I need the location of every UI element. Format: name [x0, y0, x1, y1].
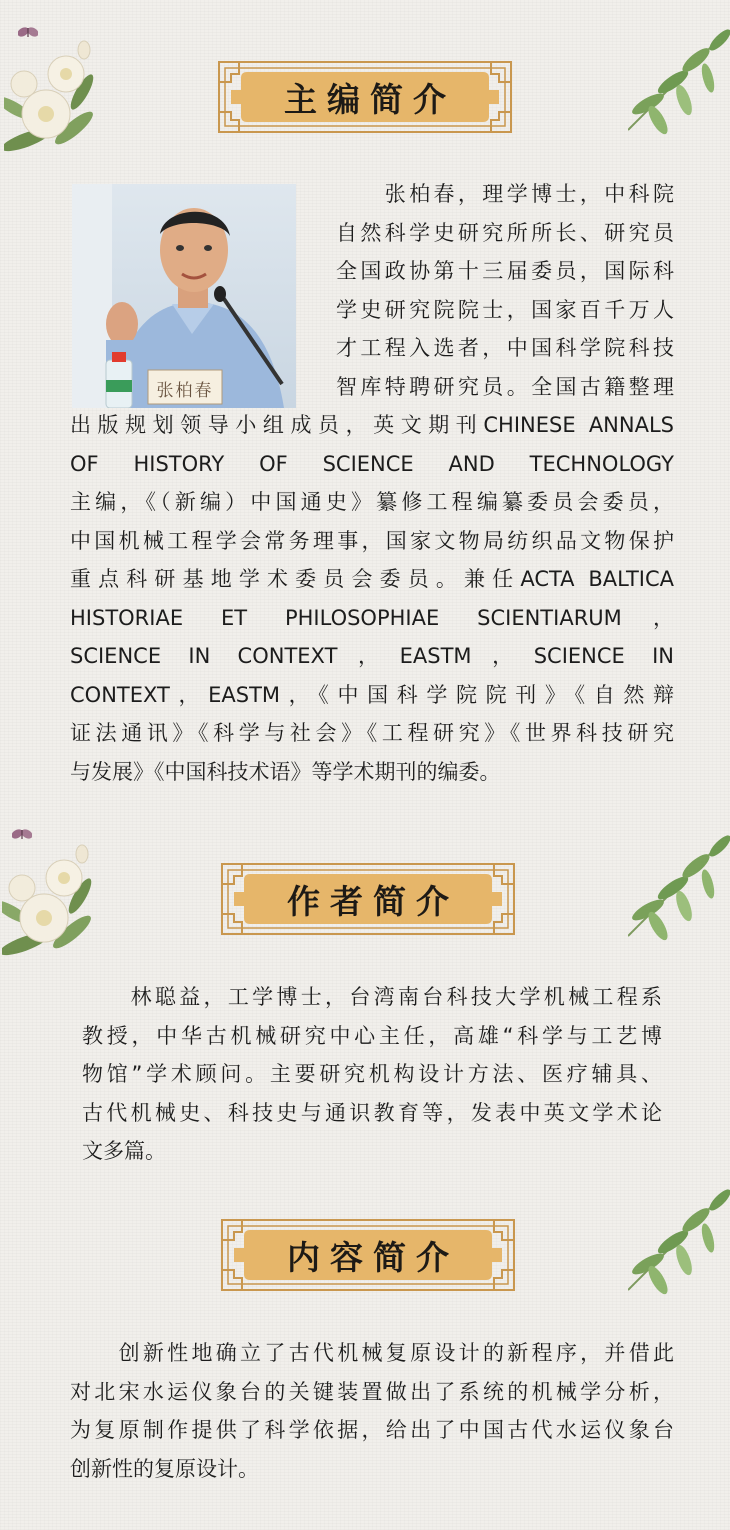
- photo-caption: 张柏春: [156, 381, 214, 401]
- text-line: 自然科学史研究所所长、研究员: [336, 220, 674, 245]
- leaf-branch-icon: [628, 1180, 730, 1300]
- text-line: SCIENCE IN CONTEXT，EASTM，SCIENCE IN: [70, 644, 674, 668]
- text-line: 学史研究院院士，国家百千万人: [336, 297, 674, 322]
- text-line: OF HISTORY OF SCIENCE AND TECHNOLOGY: [70, 451, 674, 476]
- text-line: CONTEXT，EASTM，《中国科学院院刊》《自然辩: [70, 682, 674, 707]
- text-line: 才工程入选者，中国科学院科技: [336, 336, 674, 360]
- text-line: 重点科研基地学术委员会委员。兼任ACTA BALTICA: [70, 567, 674, 591]
- text-line: 张柏春，理学博士，中科院: [336, 182, 674, 206]
- section-banner-content: [220, 1218, 516, 1292]
- editor-portrait-photo: [72, 184, 296, 408]
- leaf-branch-icon: [628, 826, 730, 946]
- text-line: 创新性地确立了古代机械复原设计的新程序，并借此: [70, 1341, 674, 1365]
- text-line: 中国机械工程学会常务理事，国家文物局纺织品文物保护: [70, 528, 674, 553]
- section-banner-author: [220, 862, 516, 936]
- text-line: 对北宋水运仪象台的关键装置做出了系统的机械学分析，: [70, 1379, 674, 1404]
- leaf-branch-icon: [628, 20, 730, 140]
- section-banner-editor: [217, 60, 513, 134]
- flower-spray-icon: [2, 832, 112, 962]
- author-bio-paragraph: [82, 978, 662, 1171]
- text-line: 证法通讯》《科学与社会》《工程研究》《世界科技研究: [70, 721, 674, 745]
- text-line: HISTORIAE ET PHILOSOPHIAE SCIENTIARUM，: [70, 605, 674, 630]
- text-line: 全国政协第十三届委员，国际科: [336, 259, 674, 283]
- section-title: 作者简介: [287, 881, 459, 921]
- text-line: 创新性的复原设计。: [70, 1456, 259, 1481]
- text-line: 林聪益，工学博士，台湾南台科技大学机械工程系: [82, 985, 662, 1009]
- text-line: 出版规划领导小组成员，英文期刊CHINESE ANNALS: [70, 413, 674, 437]
- text-line: 文多篇。: [82, 1139, 166, 1163]
- text-line: 教授，中华古机械研究中心主任，高雄“科学与工艺博: [82, 1023, 662, 1048]
- content-summary-paragraph: [70, 1334, 674, 1488]
- text-line: 物馆”学术顾问。主要研究机构设计方法、医疗辅具、: [82, 1062, 662, 1086]
- text-line: 智库特聘研究员。全国古籍整理: [336, 374, 674, 399]
- editor-bio-paragraph-right: [336, 175, 674, 406]
- butterfly-icon: [12, 826, 32, 842]
- text-line: 古代机械史、科技史与通识教育等，发表中英文学术论: [82, 1100, 662, 1125]
- section-title: 内容简介: [287, 1237, 459, 1277]
- section-title: 主编简介: [284, 79, 456, 119]
- text-line: 与发展》《中国科技术语》等学术期刊的编委。: [70, 759, 501, 784]
- flower-spray-icon: [4, 28, 114, 158]
- butterfly-icon: [18, 24, 38, 40]
- text-line: 为复原制作提供了科学依据，给出了中国古代水运仪象台: [70, 1418, 674, 1442]
- text-line: 主编，《（新编）中国通史》纂修工程编纂委员会委员，: [70, 490, 674, 514]
- editor-bio-paragraph-full: [70, 406, 674, 791]
